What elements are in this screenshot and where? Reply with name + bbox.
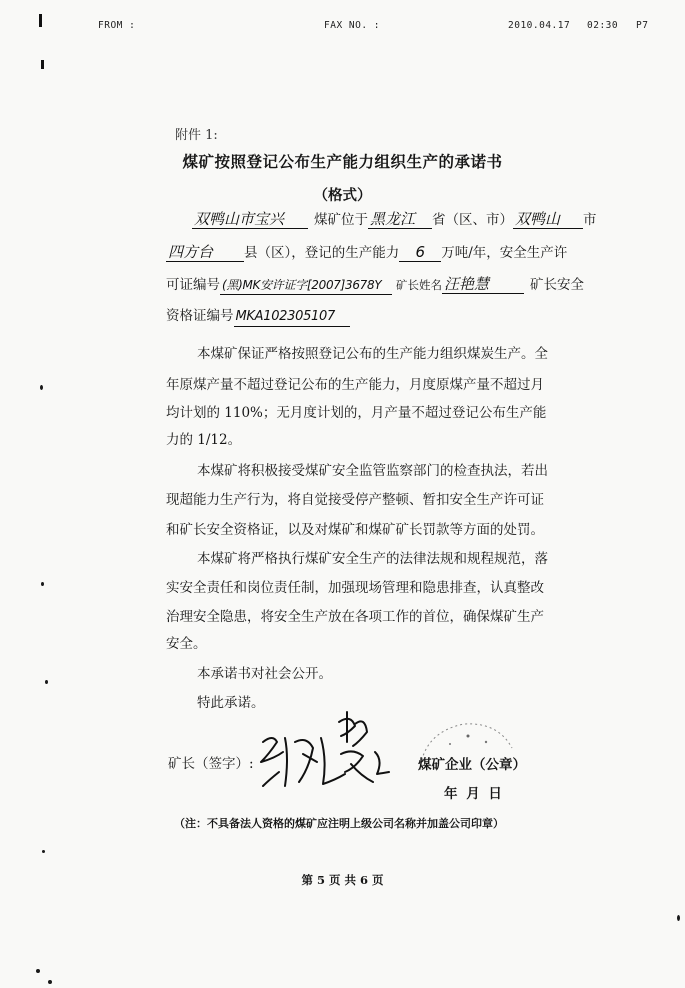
form-text: 万吨/年，安全生产许 (441, 245, 568, 261)
province-field: 黑龙江 (368, 210, 432, 229)
scan-mark (39, 14, 42, 27)
form-text: 可证编号 (166, 277, 220, 293)
mine-name-field: 双鸭山市宝兴 (192, 210, 308, 229)
paragraph-3-line-4: 安全。 (166, 636, 207, 652)
form-line-1 (192, 208, 597, 229)
paragraph-public-notice: 本承诺书对社会公开。 (197, 666, 332, 682)
page-number: 第 5 页 共 6 页 (301, 873, 384, 887)
form-text: 市 (583, 212, 597, 228)
document-subtitle: （格式） (313, 187, 372, 204)
footnote: （注：不具备法人资格的煤矿应注明上级公司名称并加盖公司印章） (174, 817, 504, 830)
scan-speck (48, 980, 52, 984)
paragraph-1-line-3: 均计划的 110%；无月度计划的，月产量不超过登记公布生产能 (166, 405, 547, 421)
form-line-2 (166, 241, 567, 262)
signing-date-label: 年 月 日 (444, 786, 504, 802)
attachment-label: 附件 1: (175, 128, 218, 143)
county-field: 四方台 (166, 243, 244, 262)
fax-number-label: FAX NO. : (324, 20, 380, 31)
scan-speck (677, 915, 680, 921)
license-number-field: (黑)MK安许证字[2007]3678Y (220, 276, 392, 295)
form-line-4 (166, 304, 350, 327)
form-line-3 (166, 273, 584, 295)
paragraph-2-line-2: 现超能力生产行为，将自觉接受停产整顿、暂扣安全生产许可证 (166, 492, 544, 508)
form-text: 资格证编号 (166, 308, 234, 324)
scan-speck (41, 582, 44, 586)
city-field: 双鸭山 (513, 210, 583, 229)
form-text: 矿长姓名 (396, 278, 442, 292)
enterprise-seal-label: 煤矿企业（公章） (418, 757, 526, 773)
document-title: 煤矿按照登记公布生产能力组织生产的承诺书 (182, 152, 503, 171)
director-signature-label: 矿长（签字）: (168, 756, 254, 772)
scan-mark (41, 60, 44, 69)
paragraph-3-line-3: 治理安全隐患，将安全生产放在各项工作的首位，确保煤矿生产 (166, 609, 544, 625)
scan-speck (36, 969, 40, 973)
certificate-number-field: MKA102305107 (234, 308, 350, 327)
fax-date: 2010.04.17 (508, 20, 571, 31)
fax-from: FROM : (98, 20, 136, 31)
handwritten-signature (255, 702, 405, 797)
scan-speck (42, 850, 45, 853)
scan-speck (45, 680, 48, 684)
paragraph-1-line-1: 本煤矿保证严格按照登记公布的生产能力组织煤炭生产。全 (197, 346, 548, 362)
paragraph-closing: 特此承诺。 (197, 695, 265, 711)
fax-time: 02:30 (587, 20, 619, 31)
paragraph-1-line-4: 力的 1/12。 (166, 432, 242, 448)
paragraph-2-line-3: 和矿长安全资格证，以及对煤矿和煤矿矿长罚款等方面的处罚。 (166, 522, 544, 538)
paragraph-3-line-2: 实安全责任和岗位责任制，加强现场管理和隐患排查，认真整改 (166, 580, 544, 596)
capacity-field: 6 (399, 243, 441, 262)
director-name-field: 汪艳慧 (442, 275, 524, 294)
form-text: 省（区、市） (432, 212, 513, 228)
fax-page: P7 (636, 20, 649, 31)
form-text: 煤矿位于 (314, 212, 368, 228)
form-text: 县（区），登记的生产能力 (244, 245, 400, 261)
paragraph-2-line-1: 本煤矿将积极接受煤矿安全监管监察部门的检查执法，若出 (197, 463, 548, 479)
scan-speck (40, 385, 43, 390)
paragraph-3-line-1: 本煤矿将严格执行煤矿安全生产的法律法规和规程规范，落 (197, 551, 548, 567)
form-text: 矿长安全 (530, 277, 584, 293)
paragraph-1-line-2: 年原煤产量不超过登记公布的生产能力，月度原煤产量不超过月 (166, 377, 544, 393)
